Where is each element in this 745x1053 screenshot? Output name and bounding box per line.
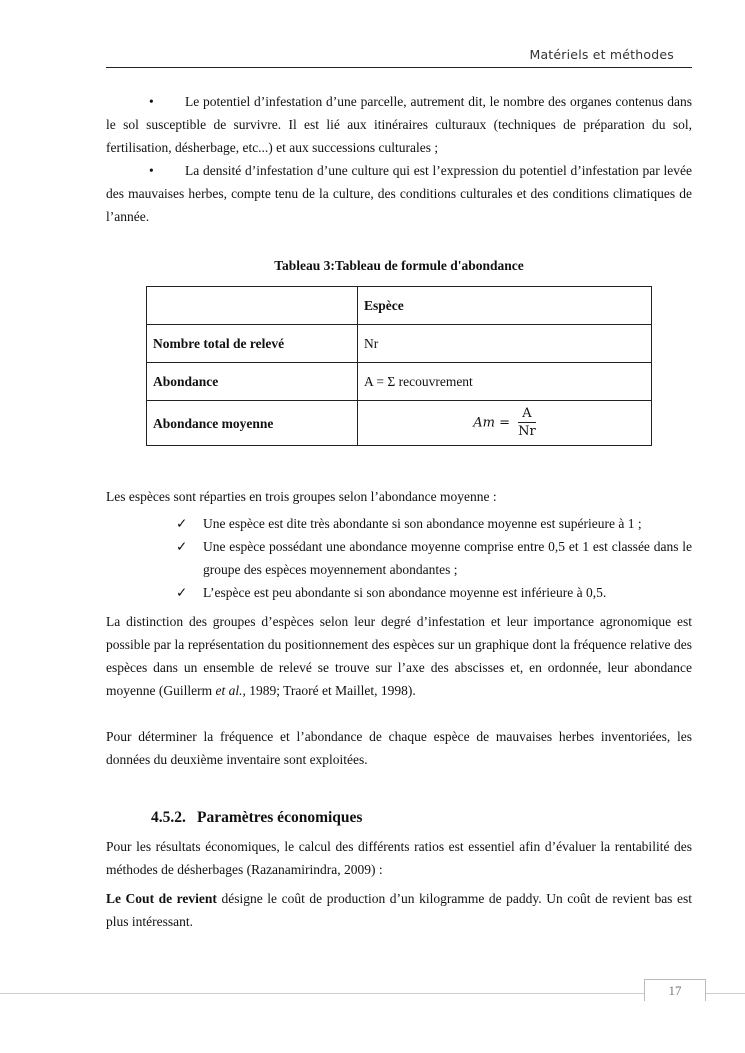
bullet-text: Le potentiel d’infestation d’une parcelle, autrement dit, le nombre des organes contenus dans le sol susceptible de survivre. Il est lié aux itinéraires culturaux (techniques de préparation du sol, fertilisation, désherbage, etc...) et aux successions culturales ;	[106, 94, 692, 155]
table-row-value: A = Σ recouvrement	[358, 363, 652, 401]
section-title: Paramètres économiques	[197, 809, 363, 826]
table-row-label: Abondance	[147, 363, 358, 401]
economic-paragraph: Pour les résultats économiques, le calcul des différents ratios est essentiel afin d’évaluer la rentabilité des méthodes de désherbages (Razanamirindra, 2009) :	[106, 839, 692, 877]
list-item	[176, 512, 692, 535]
cout-paragraph	[106, 887, 692, 933]
table-row	[147, 325, 652, 363]
bullet-text: La densité d’infestation d’une culture qui est l’expression du potentiel d’infestation par levée des mauvaises herbes, compte tenu de la culture, des conditions culturales et des conditions climatiques de l’année.	[106, 163, 692, 224]
table-row	[147, 363, 652, 401]
table-header-espece: Espèce	[358, 287, 652, 325]
distinction-paragraph	[106, 610, 692, 702]
list-item	[176, 535, 692, 581]
list-item-text: L’espèce est peu abondante si son abondance moyenne est inférieure à 0,5.	[203, 585, 607, 600]
formula-equals: =	[499, 415, 511, 431]
header-title: Matériels et méthodes	[529, 47, 674, 62]
citation-italic: et al.,	[215, 683, 246, 698]
distinction-text: La distinction des groupes d’espèces selon leur degré d’infestation et leur importance agronomique est possible par la représentation du positionnement des espèces sur un graphique dont la fréquence relative des espèces dans un ensemble de relevé se trouve sur l’axe des abscisses et, en ordonnée, leur abondance moyenne (Guillerm	[106, 614, 692, 698]
checkmark-icon: ✓	[176, 585, 188, 600]
section-number: 4.5.2.	[151, 809, 186, 826]
bullet-paragraph	[106, 159, 692, 228]
bullet-paragraph	[106, 90, 692, 159]
footer-line	[0, 993, 745, 994]
page-content	[106, 90, 692, 933]
distinction-text-end: 1989; Traoré et Maillet, 1998).	[245, 683, 416, 698]
bullet-icon: •	[149, 94, 154, 109]
list-item-text: Une espèce est dite très abondante si son abondance moyenne est supérieure à 1 ;	[203, 516, 642, 531]
cout-text: désigne le coût de production d’un kilogramme de paddy. Un coût de revient bas est plus intéressant.	[106, 891, 692, 929]
list-item	[176, 581, 692, 604]
page-header	[106, 44, 692, 68]
list-item-text: Une espèce possédant une abondance moyenne comprise entre 0,5 et 1 est classée dans le groupe des espèces moyennement abondantes ;	[203, 539, 692, 577]
checkmark-icon: ✓	[176, 516, 188, 531]
table-row-value: Nr	[358, 325, 652, 363]
formula-numerator: A	[518, 406, 536, 423]
abundance-formula	[358, 401, 652, 446]
table-cell-empty	[147, 287, 358, 325]
groups-intro: Les espèces sont réparties en trois groupes selon l’abondance moyenne :	[106, 489, 497, 504]
table-row-label: Abondance moyenne	[147, 401, 358, 446]
cout-term: Le Cout de revient	[106, 891, 217, 906]
table-row	[147, 401, 652, 446]
bullet-icon: •	[149, 163, 154, 178]
checkmark-icon: ✓	[176, 539, 188, 554]
table-caption: Tableau 3:Tableau de formule d'abondance	[274, 258, 524, 273]
table-row-label: Nombre total de relevé	[147, 325, 358, 363]
page-number: 17	[644, 979, 706, 1001]
formula-lhs: Am	[473, 415, 495, 431]
inventory-paragraph: Pour déterminer la fréquence et l’abondance de chaque espèce de mauvaises herbes inventoriées, les données du deuxième inventaire sont exploitées.	[106, 729, 692, 767]
abundance-table	[146, 286, 652, 446]
table-row	[147, 287, 652, 325]
formula-denominator: Nr	[518, 424, 536, 439]
abundance-groups-list	[106, 512, 692, 604]
formula-fraction	[518, 406, 536, 440]
section-heading	[151, 806, 692, 829]
